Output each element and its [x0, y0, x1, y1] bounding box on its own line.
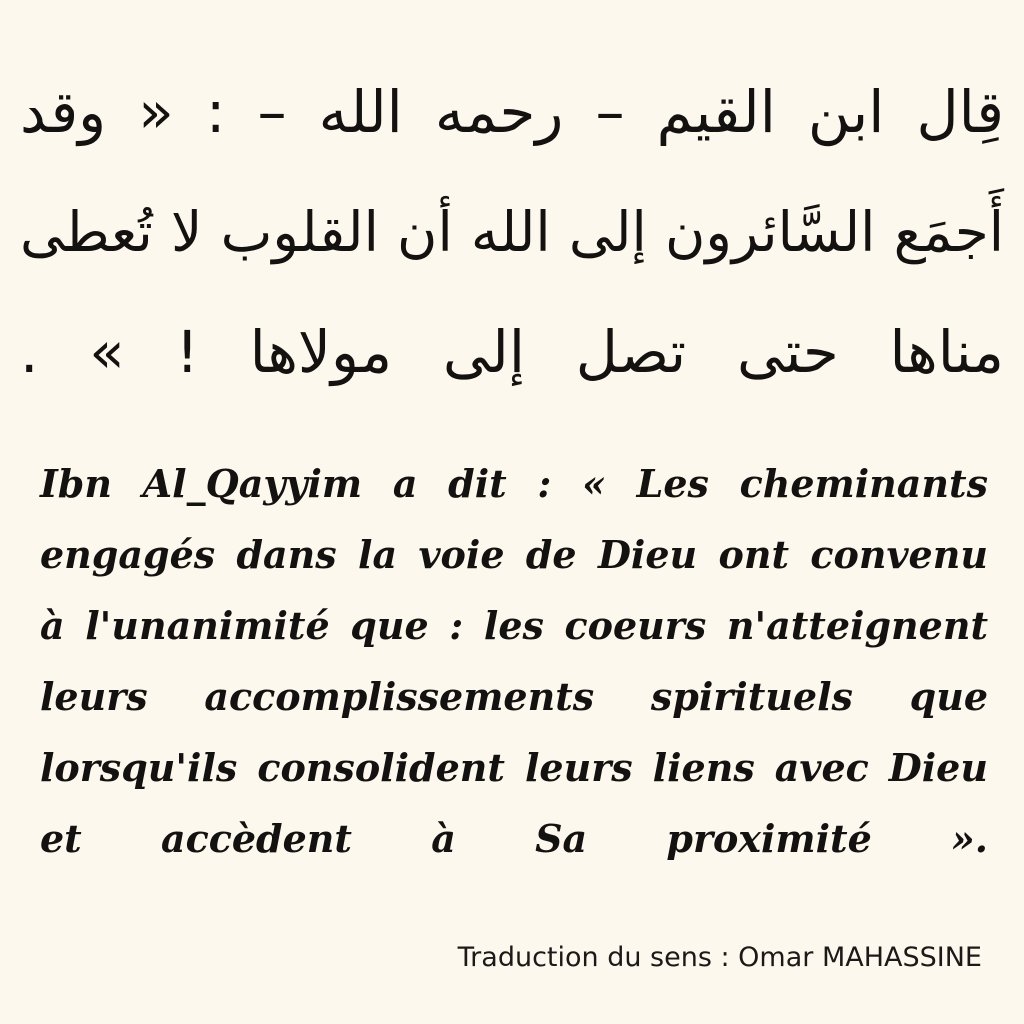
french-translation-line-6: et accèdent à Sa proximité ».: [40, 816, 988, 861]
french-translation-line-2: engagés dans la voie de Dieu ont convenu: [40, 532, 988, 577]
french-translation-line-3: à l'unanimité que : les coeurs n'atteignent: [40, 603, 988, 648]
french-translation: [40, 448, 988, 874]
arabic-quote-line-3: مناها حتى تصل إلى مولاها ! » .: [20, 318, 1004, 386]
french-translation-line-5: lorsqu'ils consolident leurs liens avec Dieu: [40, 745, 988, 790]
french-translation-line-1: Ibn Al_Qayyim a dit : « Les cheminants: [40, 461, 988, 506]
arabic-quote: [20, 52, 1004, 412]
arabic-quote-line-1: قِال ابن القيم – رحمه الله – : « وقد: [20, 78, 1004, 146]
french-translation-line-4: leurs accomplissements spirituels que: [40, 674, 988, 719]
translation-credit: Traduction du sens : Omar MAHASSINE: [457, 942, 982, 973]
arabic-quote-line-2: أَجمَع السَّائرون إلى الله أن القلوب لا تُعطى: [20, 200, 1004, 264]
